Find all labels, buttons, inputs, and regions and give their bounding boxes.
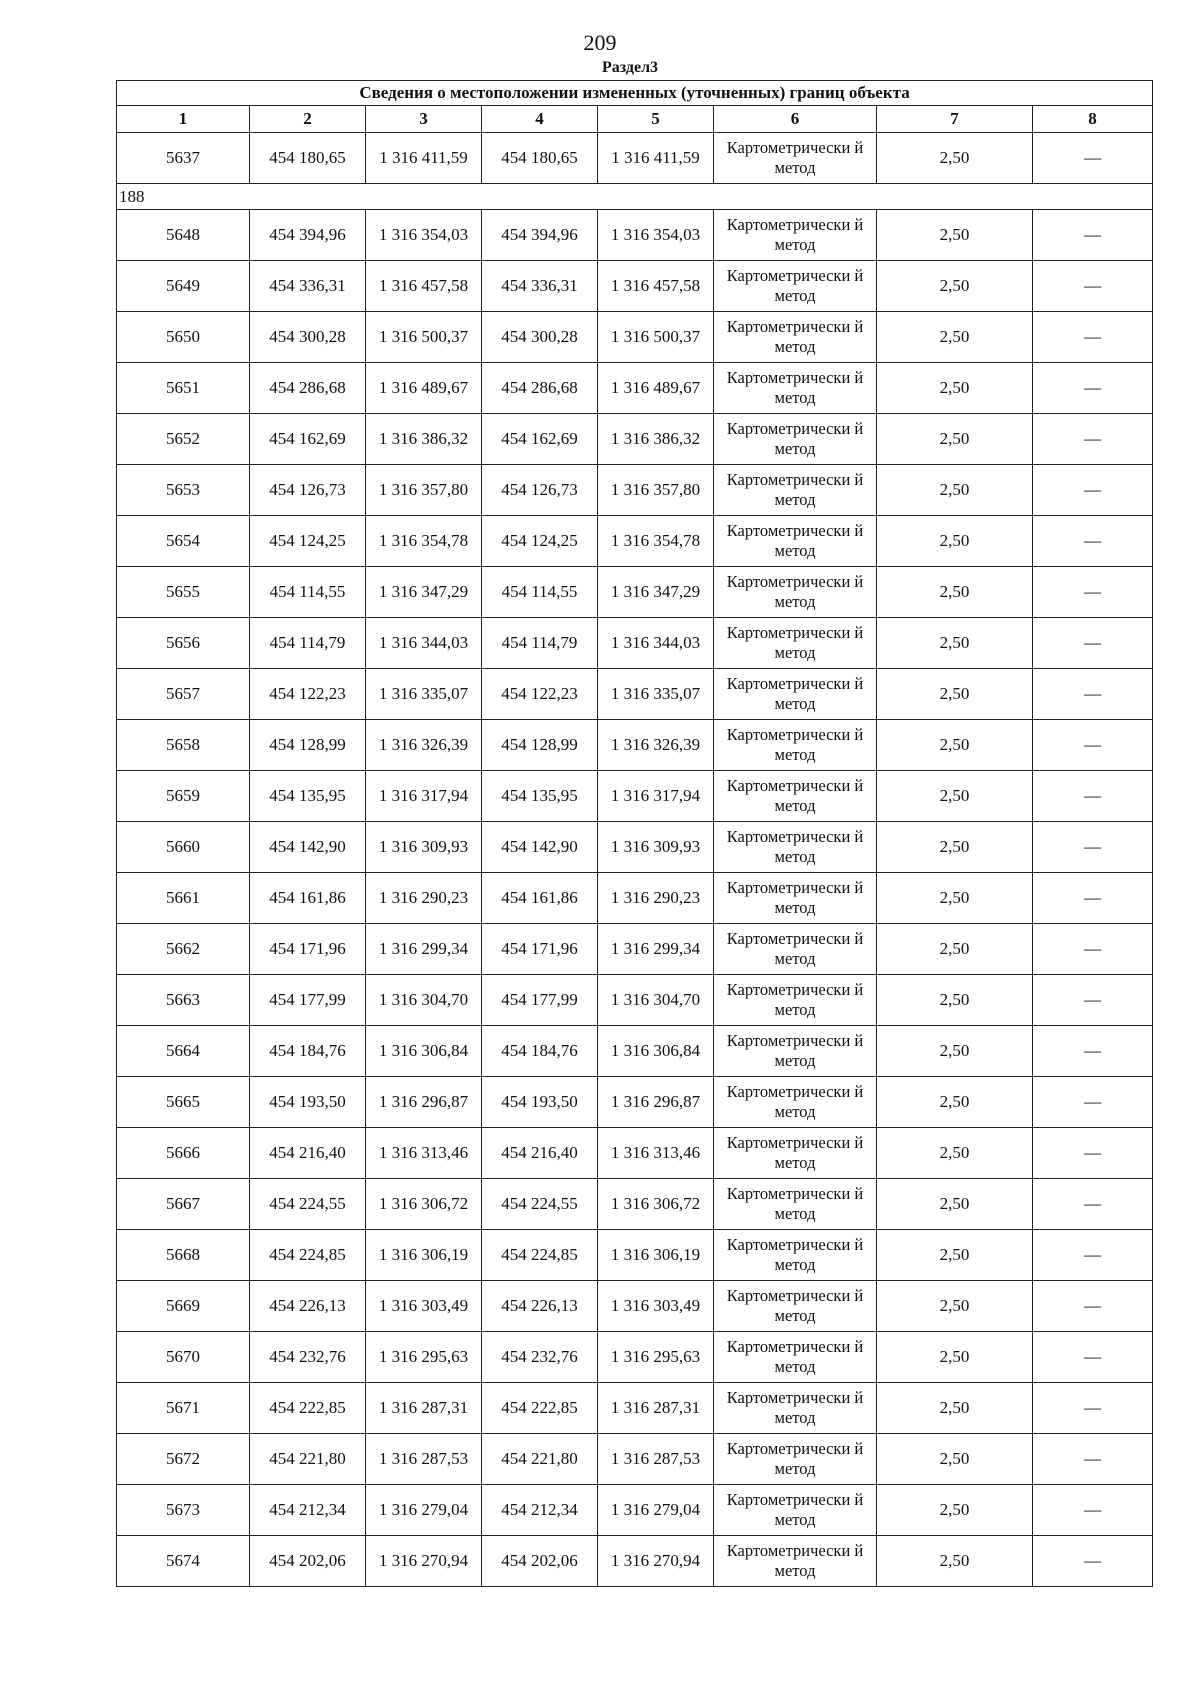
y-new-cell: 1 316 309,93 [598,822,714,873]
accuracy-cell: 2,50 [877,1485,1033,1536]
table-row [117,669,1153,720]
description-cell: — [1033,618,1153,669]
y-new-cell: 1 316 287,31 [598,1383,714,1434]
table-body [117,81,1153,1587]
method-cell: Картометрически й метод [714,1536,877,1587]
x-new-cell: 454 114,79 [482,618,598,669]
y-new-cell: 1 316 335,07 [598,669,714,720]
point-number-cell: 5659 [117,771,250,822]
y-new-cell: 1 316 411,59 [598,133,714,184]
column-header: 1 [117,106,250,133]
x-new-cell: 454 184,76 [482,1026,598,1077]
x-new-cell: 454 224,55 [482,1179,598,1230]
accuracy-cell: 2,50 [877,465,1033,516]
y-new-cell: 1 316 303,49 [598,1281,714,1332]
y-new-cell: 1 316 304,70 [598,975,714,1026]
section-title: Раздел3 [601,59,659,76]
table-caption-row [117,81,1153,106]
accuracy-cell: 2,50 [877,133,1033,184]
description-cell: — [1033,1332,1153,1383]
x-new-cell: 454 124,25 [482,516,598,567]
point-number-cell: 5649 [117,261,250,312]
y-new-cell: 1 316 317,94 [598,771,714,822]
x-existing-cell: 454 224,85 [250,1230,366,1281]
accuracy-cell: 2,50 [877,771,1033,822]
accuracy-cell: 2,50 [877,1128,1033,1179]
description-cell: — [1033,465,1153,516]
y-new-cell: 1 316 306,19 [598,1230,714,1281]
table-row [117,1485,1153,1536]
y-existing-cell: 1 316 354,03 [366,210,482,261]
table-row [117,1536,1153,1587]
y-existing-cell: 1 316 386,32 [366,414,482,465]
accuracy-cell: 2,50 [877,567,1033,618]
x-existing-cell: 454 193,50 [250,1077,366,1128]
x-existing-cell: 454 124,25 [250,516,366,567]
table-row [117,771,1153,822]
x-existing-cell: 454 162,69 [250,414,366,465]
x-new-cell: 454 216,40 [482,1128,598,1179]
x-existing-cell: 454 224,55 [250,1179,366,1230]
y-existing-cell: 1 316 309,93 [366,822,482,873]
y-existing-cell: 1 316 357,80 [366,465,482,516]
point-number-cell: 5637 [117,133,250,184]
x-existing-cell: 454 226,13 [250,1281,366,1332]
method-cell: Картометрически й метод [714,1281,877,1332]
table-row [117,873,1153,924]
method-cell: Картометрически й метод [714,1332,877,1383]
description-cell: — [1033,822,1153,873]
y-new-cell: 1 316 386,32 [598,414,714,465]
table-row [117,822,1153,873]
column-header: 3 [366,106,482,133]
x-new-cell: 454 171,96 [482,924,598,975]
x-existing-cell: 454 216,40 [250,1128,366,1179]
method-cell: Картометрически й метод [714,261,877,312]
y-existing-cell: 1 316 290,23 [366,873,482,924]
method-cell: Картометрически й метод [714,975,877,1026]
y-new-cell: 1 316 500,37 [598,312,714,363]
table-row [117,924,1153,975]
description-cell: — [1033,312,1153,363]
accuracy-cell: 2,50 [877,1230,1033,1281]
x-new-cell: 454 180,65 [482,133,598,184]
y-existing-cell: 1 316 457,58 [366,261,482,312]
y-existing-cell: 1 316 287,53 [366,1434,482,1485]
method-cell: Картометрически й метод [714,1179,877,1230]
y-new-cell: 1 316 290,23 [598,873,714,924]
y-existing-cell: 1 316 279,04 [366,1485,482,1536]
y-new-cell: 1 316 457,58 [598,261,714,312]
accuracy-cell: 2,50 [877,873,1033,924]
x-new-cell: 454 177,99 [482,975,598,1026]
table-row [117,1128,1153,1179]
point-number-cell: 5653 [117,465,250,516]
description-cell: — [1033,873,1153,924]
accuracy-cell: 2,50 [877,261,1033,312]
y-new-cell: 1 316 326,39 [598,720,714,771]
method-cell: Картометрически й метод [714,363,877,414]
x-existing-cell: 454 135,95 [250,771,366,822]
point-number-cell: 5652 [117,414,250,465]
accuracy-cell: 2,50 [877,516,1033,567]
y-existing-cell: 1 316 354,78 [366,516,482,567]
y-existing-cell: 1 316 295,63 [366,1332,482,1383]
x-existing-cell: 454 184,76 [250,1026,366,1077]
x-existing-cell: 454 222,85 [250,1383,366,1434]
column-header: 5 [598,106,714,133]
x-new-cell: 454 224,85 [482,1230,598,1281]
method-cell: Картометрически й метод [714,465,877,516]
group-label: 188 [117,184,1153,210]
method-cell: Картометрически й метод [714,210,877,261]
point-number-cell: 5660 [117,822,250,873]
x-new-cell: 454 193,50 [482,1077,598,1128]
description-cell: — [1033,975,1153,1026]
description-cell: — [1033,414,1153,465]
accuracy-cell: 2,50 [877,720,1033,771]
coordinates-table [116,80,1153,1587]
description-cell: — [1033,1485,1153,1536]
column-header: 4 [482,106,598,133]
y-existing-cell: 1 316 306,84 [366,1026,482,1077]
column-header: 8 [1033,106,1153,133]
point-number-cell: 5654 [117,516,250,567]
table-row [117,414,1153,465]
x-existing-cell: 454 336,31 [250,261,366,312]
method-cell: Картометрически й метод [714,720,877,771]
point-number-cell: 5658 [117,720,250,771]
point-number-cell: 5661 [117,873,250,924]
y-new-cell: 1 316 344,03 [598,618,714,669]
table-row [117,567,1153,618]
point-number-cell: 5664 [117,1026,250,1077]
table-row [117,516,1153,567]
description-cell: — [1033,261,1153,312]
y-new-cell: 1 316 295,63 [598,1332,714,1383]
description-cell: — [1033,1026,1153,1077]
x-existing-cell: 454 232,76 [250,1332,366,1383]
point-number-cell: 5651 [117,363,250,414]
page-number: 209 [583,30,617,55]
y-new-cell: 1 316 347,29 [598,567,714,618]
method-cell: Картометрически й метод [714,618,877,669]
y-new-cell: 1 316 296,87 [598,1077,714,1128]
table-row [117,1230,1153,1281]
y-existing-cell: 1 316 304,70 [366,975,482,1026]
y-existing-cell: 1 316 303,49 [366,1281,482,1332]
y-existing-cell: 1 316 317,94 [366,771,482,822]
method-cell: Картометрически й метод [714,1485,877,1536]
y-new-cell: 1 316 354,03 [598,210,714,261]
description-cell: — [1033,1281,1153,1332]
description-cell: — [1033,924,1153,975]
method-cell: Картометрически й метод [714,669,877,720]
x-new-cell: 454 122,23 [482,669,598,720]
x-existing-cell: 454 126,73 [250,465,366,516]
description-cell: — [1033,133,1153,184]
table-row [117,312,1153,363]
y-new-cell: 1 316 354,78 [598,516,714,567]
y-new-cell: 1 316 306,84 [598,1026,714,1077]
point-number-cell: 5648 [117,210,250,261]
method-cell: Картометрически й метод [714,1230,877,1281]
y-existing-cell: 1 316 347,29 [366,567,482,618]
table-row [117,261,1153,312]
point-number-cell: 5671 [117,1383,250,1434]
x-new-cell: 454 162,69 [482,414,598,465]
point-number-cell: 5667 [117,1179,250,1230]
accuracy-cell: 2,50 [877,1434,1033,1485]
table-row [117,720,1153,771]
x-existing-cell: 454 171,96 [250,924,366,975]
accuracy-cell: 2,50 [877,822,1033,873]
column-header-row [117,106,1153,133]
x-new-cell: 454 226,13 [482,1281,598,1332]
description-cell: — [1033,210,1153,261]
point-number-cell: 5669 [117,1281,250,1332]
x-existing-cell: 454 300,28 [250,312,366,363]
point-number-cell: 5674 [117,1536,250,1587]
x-new-cell: 454 135,95 [482,771,598,822]
y-new-cell: 1 316 270,94 [598,1536,714,1587]
x-new-cell: 454 114,55 [482,567,598,618]
method-cell: Картометрически й метод [714,873,877,924]
description-cell: — [1033,363,1153,414]
table-row [117,618,1153,669]
accuracy-cell: 2,50 [877,1026,1033,1077]
point-number-cell: 5673 [117,1485,250,1536]
description-cell: — [1033,720,1153,771]
x-new-cell: 454 161,86 [482,873,598,924]
table-row [117,465,1153,516]
y-existing-cell: 1 316 287,31 [366,1383,482,1434]
y-new-cell: 1 316 357,80 [598,465,714,516]
y-existing-cell: 1 316 335,07 [366,669,482,720]
x-existing-cell: 454 202,06 [250,1536,366,1587]
point-number-cell: 5668 [117,1230,250,1281]
x-new-cell: 454 286,68 [482,363,598,414]
x-new-cell: 454 202,06 [482,1536,598,1587]
y-existing-cell: 1 316 270,94 [366,1536,482,1587]
description-cell: — [1033,1230,1153,1281]
method-cell: Картометрически й метод [714,822,877,873]
x-existing-cell: 454 114,79 [250,618,366,669]
table-row [117,1026,1153,1077]
x-existing-cell: 454 177,99 [250,975,366,1026]
accuracy-cell: 2,50 [877,618,1033,669]
table-row [117,1179,1153,1230]
method-cell: Картометрически й метод [714,1128,877,1179]
x-new-cell: 454 142,90 [482,822,598,873]
y-existing-cell: 1 316 296,87 [366,1077,482,1128]
x-new-cell: 454 300,28 [482,312,598,363]
table-row [117,1077,1153,1128]
method-cell: Картометрически й метод [714,1026,877,1077]
x-existing-cell: 454 286,68 [250,363,366,414]
x-existing-cell: 454 114,55 [250,567,366,618]
x-new-cell: 454 128,99 [482,720,598,771]
y-new-cell: 1 316 313,46 [598,1128,714,1179]
point-number-cell: 5655 [117,567,250,618]
description-cell: — [1033,567,1153,618]
x-new-cell: 454 222,85 [482,1383,598,1434]
y-existing-cell: 1 316 306,72 [366,1179,482,1230]
description-cell: — [1033,1179,1153,1230]
accuracy-cell: 2,50 [877,312,1033,363]
description-cell: — [1033,669,1153,720]
table-row [117,1383,1153,1434]
x-new-cell: 454 212,34 [482,1485,598,1536]
point-number-cell: 5662 [117,924,250,975]
x-existing-cell: 454 128,99 [250,720,366,771]
x-existing-cell: 454 122,23 [250,669,366,720]
method-cell: Картометрически й метод [714,1434,877,1485]
description-cell: — [1033,771,1153,822]
point-number-cell: 5672 [117,1434,250,1485]
accuracy-cell: 2,50 [877,924,1033,975]
table-row [117,1434,1153,1485]
method-cell: Картометрически й метод [714,516,877,567]
accuracy-cell: 2,50 [877,1281,1033,1332]
method-cell: Картометрически й метод [714,312,877,363]
column-header: 2 [250,106,366,133]
point-number-cell: 5650 [117,312,250,363]
accuracy-cell: 2,50 [877,1179,1033,1230]
y-new-cell: 1 316 279,04 [598,1485,714,1536]
y-existing-cell: 1 316 344,03 [366,618,482,669]
x-existing-cell: 454 212,34 [250,1485,366,1536]
method-cell: Картометрически й метод [714,414,877,465]
method-cell: Картометрически й метод [714,1383,877,1434]
table-caption: Сведения о местоположении измененных (уточненных) границ объекта [117,81,1153,106]
y-existing-cell: 1 316 500,37 [366,312,482,363]
y-new-cell: 1 316 287,53 [598,1434,714,1485]
method-cell: Картометрически й метод [714,1077,877,1128]
description-cell: — [1033,1434,1153,1485]
point-number-cell: 5656 [117,618,250,669]
y-existing-cell: 1 316 313,46 [366,1128,482,1179]
method-cell: Картометрически й метод [714,567,877,618]
accuracy-cell: 2,50 [877,669,1033,720]
description-cell: — [1033,1128,1153,1179]
x-existing-cell: 454 221,80 [250,1434,366,1485]
point-number-cell: 5670 [117,1332,250,1383]
description-cell: — [1033,516,1153,567]
x-new-cell: 454 394,96 [482,210,598,261]
accuracy-cell: 2,50 [877,1383,1033,1434]
x-existing-cell: 454 142,90 [250,822,366,873]
y-existing-cell: 1 316 299,34 [366,924,482,975]
table-row [117,133,1153,184]
x-new-cell: 454 336,31 [482,261,598,312]
accuracy-cell: 2,50 [877,1536,1033,1587]
y-existing-cell: 1 316 306,19 [366,1230,482,1281]
y-new-cell: 1 316 299,34 [598,924,714,975]
accuracy-cell: 2,50 [877,414,1033,465]
point-number-cell: 5657 [117,669,250,720]
x-new-cell: 454 126,73 [482,465,598,516]
method-cell: Картометрически й метод [714,771,877,822]
table-row [117,363,1153,414]
column-header: 6 [714,106,877,133]
x-existing-cell: 454 394,96 [250,210,366,261]
accuracy-cell: 2,50 [877,363,1033,414]
x-existing-cell: 454 161,86 [250,873,366,924]
method-cell: Картометрически й метод [714,924,877,975]
table-row [117,1281,1153,1332]
x-new-cell: 454 232,76 [482,1332,598,1383]
table-row [117,1332,1153,1383]
accuracy-cell: 2,50 [877,975,1033,1026]
y-new-cell: 1 316 489,67 [598,363,714,414]
table-row [117,975,1153,1026]
accuracy-cell: 2,50 [877,210,1033,261]
y-new-cell: 1 316 306,72 [598,1179,714,1230]
method-cell: Картометрически й метод [714,133,877,184]
group-row [117,184,1153,210]
x-existing-cell: 454 180,65 [250,133,366,184]
x-new-cell: 454 221,80 [482,1434,598,1485]
column-header: 7 [877,106,1033,133]
y-existing-cell: 1 316 411,59 [366,133,482,184]
table-row [117,210,1153,261]
description-cell: — [1033,1383,1153,1434]
description-cell: — [1033,1077,1153,1128]
accuracy-cell: 2,50 [877,1077,1033,1128]
point-number-cell: 5665 [117,1077,250,1128]
description-cell: — [1033,1536,1153,1587]
y-existing-cell: 1 316 326,39 [366,720,482,771]
point-number-cell: 5666 [117,1128,250,1179]
point-number-cell: 5663 [117,975,250,1026]
y-existing-cell: 1 316 489,67 [366,363,482,414]
accuracy-cell: 2,50 [877,1332,1033,1383]
